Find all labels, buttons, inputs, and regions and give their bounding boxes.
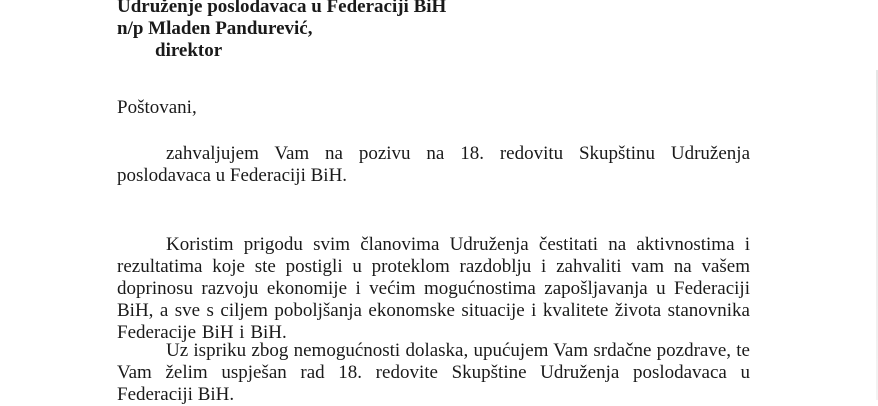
recipient-title: direktor — [155, 40, 223, 61]
recipient-attention: n/p Mladen Pandurević, — [117, 18, 313, 39]
recipient-organization: Udruženje poslodavaca u Federaciji BiH — [117, 0, 447, 17]
paragraph-congratulations — [117, 234, 750, 344]
paragraph-text: Uz ispriku zbog nemogućnosti dolaska, upućujem Vam srdačne pozdrave, te Vam želim uspješan rad 18. redovite Skupštine Udruženja poslodavaca u Federaciji BiH. — [117, 340, 750, 405]
paragraph-text: Koristim prigodu svim članovima Udruženja čestitati na aktivnostima i rezultatima koje ste postigli u proteklom razdoblju i zahvaliti vam na vašem doprinosu razvoju ekonomije i većim mogućnostima zapošljavanja u Federaciji BiH, a sve s ciljem poboljšanja ekonomske situacije i kvalitete života stanovnika Federacije BiH i BiH. — [117, 234, 750, 343]
paragraph-thanks — [117, 143, 750, 187]
paragraph-apology — [117, 340, 750, 406]
paragraph-text: zahvaljujem Vam na pozivu na 18. redovitu Skupštinu Udruženja poslodavaca u Federaciji BiH. — [117, 143, 750, 186]
recipient-block — [117, 0, 446, 62]
salutation: Poštovani, — [117, 97, 197, 118]
